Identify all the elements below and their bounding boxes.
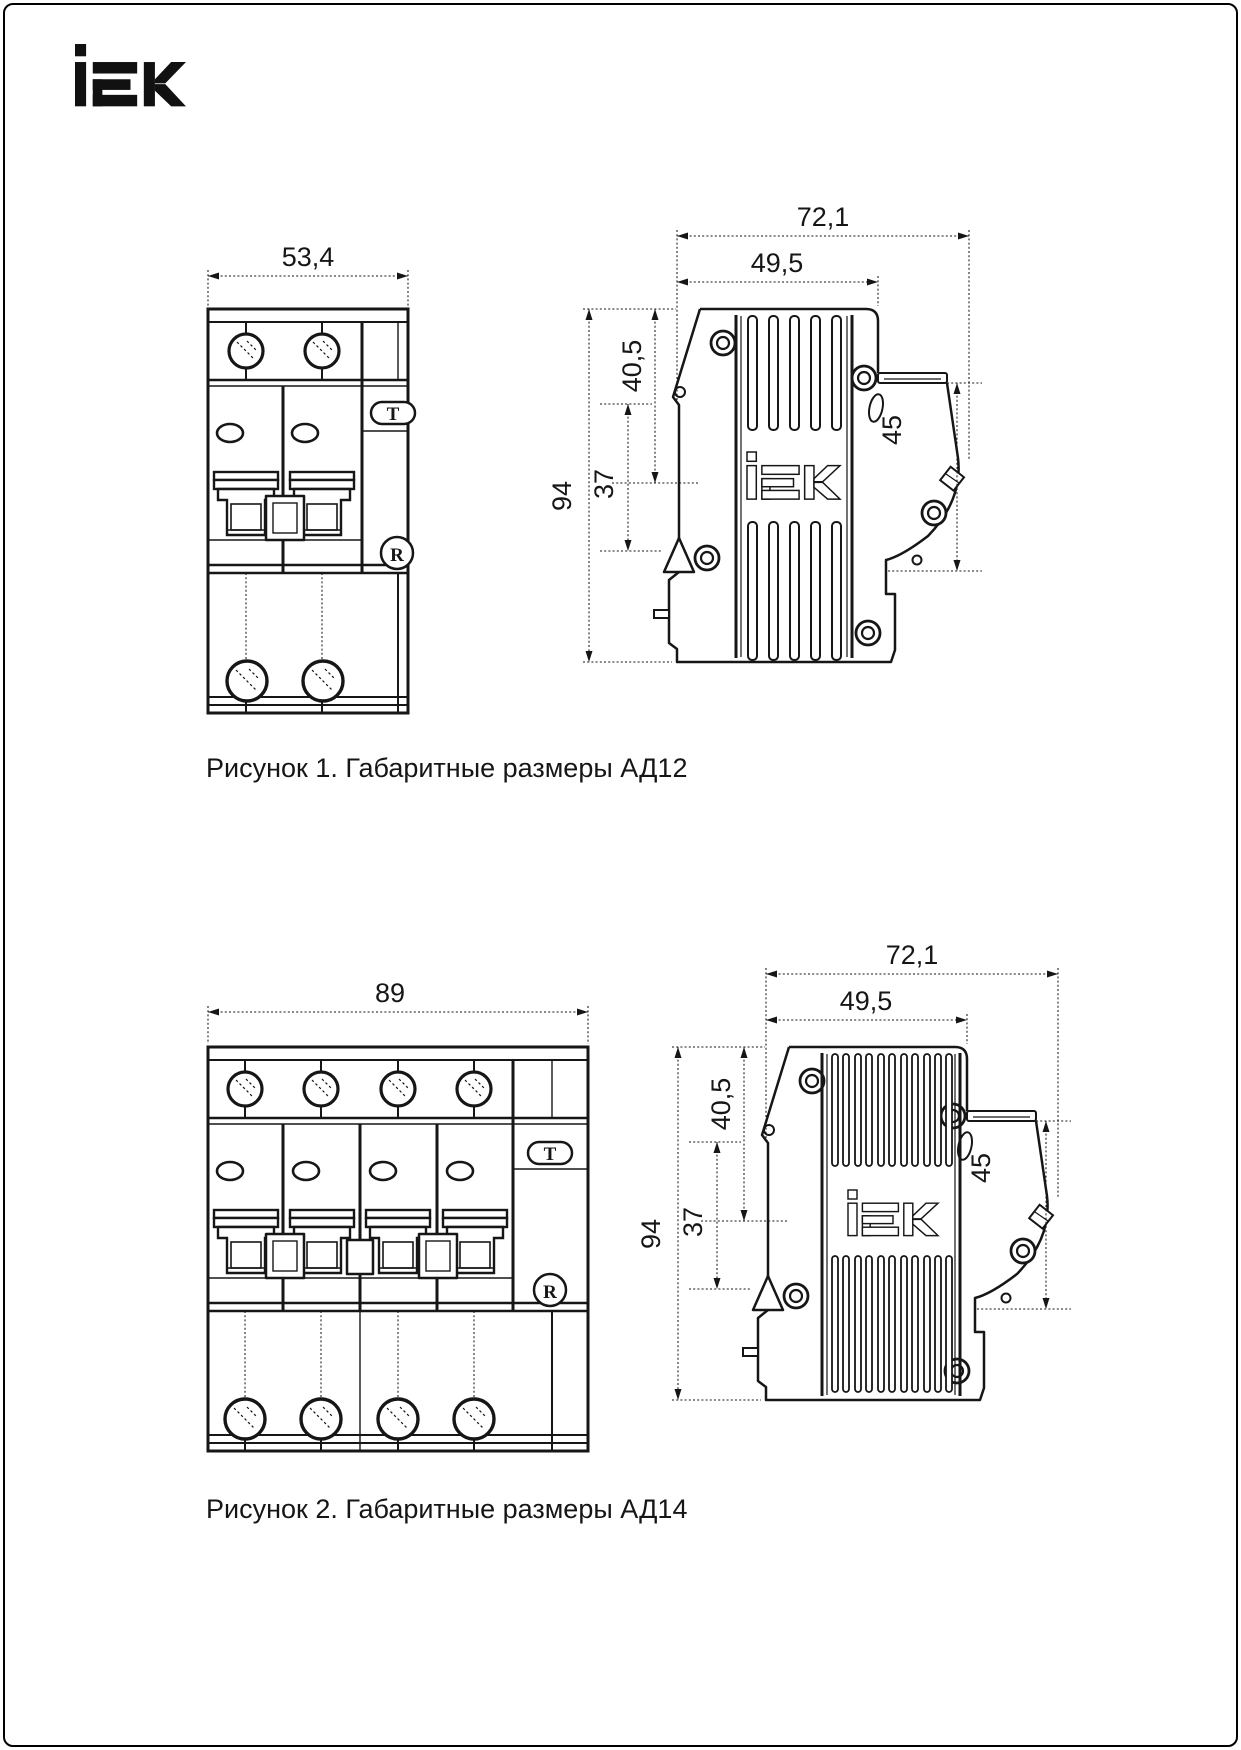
figure1-front-view bbox=[208, 242, 415, 713]
terminal-screw-icon bbox=[304, 1072, 338, 1106]
terminal-screw-icon bbox=[301, 1399, 341, 1439]
test-button-label: T bbox=[386, 404, 400, 425]
terminal-screw-icon bbox=[229, 334, 263, 368]
dim-label-height: 94 bbox=[636, 1218, 666, 1250]
label-window bbox=[217, 1162, 243, 1180]
dim-label-height: 94 bbox=[547, 480, 577, 512]
terminal-screw-icon bbox=[228, 1072, 262, 1106]
terminal-screw-icon bbox=[227, 661, 267, 701]
terminal-screw-icon bbox=[303, 661, 343, 701]
vent-slots-bottom bbox=[832, 1256, 952, 1392]
figure2-front-view bbox=[208, 978, 588, 1451]
vent-slots-top bbox=[748, 316, 841, 430]
terminal-screw-icon bbox=[454, 1399, 494, 1439]
device-iek-logo-icon bbox=[747, 452, 840, 499]
iek-logo-icon bbox=[75, 44, 186, 106]
reset-indicator-label: R bbox=[390, 545, 404, 566]
figure1-side-view bbox=[547, 202, 982, 662]
dim-label-front-width: 89 bbox=[374, 978, 406, 1008]
dim-label-body-depth: 49,5 bbox=[750, 248, 804, 278]
test-button-label: T bbox=[543, 1144, 557, 1165]
dim-label-upper-offset: 40,5 bbox=[706, 1077, 736, 1131]
dim-label-front-depth: 45 bbox=[966, 1152, 996, 1184]
side-view-profile bbox=[743, 1047, 1053, 1400]
device-iek-logo-icon bbox=[848, 1190, 938, 1236]
body-bottom-lines bbox=[208, 1303, 588, 1311]
terminal-screw-icon bbox=[305, 334, 339, 368]
extension-lines bbox=[208, 270, 408, 306]
terminal-center-lines bbox=[246, 573, 322, 661]
figure2-side-view bbox=[636, 940, 1071, 1400]
vent-slots-top bbox=[832, 1054, 952, 1166]
dim-label-overall-depth: 72,1 bbox=[796, 202, 850, 232]
terminal-screw-icon bbox=[378, 1399, 418, 1439]
label-window bbox=[293, 1162, 319, 1180]
iek-brand-logo bbox=[75, 44, 186, 106]
terminal-screw-icon bbox=[457, 1072, 491, 1106]
label-window bbox=[447, 1162, 473, 1180]
figure2-caption: Рисунок 2. Габаритные размеры АД14 bbox=[206, 1494, 688, 1524]
terminal-screw-icon bbox=[381, 1072, 415, 1106]
dim-label-body-depth: 49,5 bbox=[839, 986, 893, 1016]
figure1-caption: Рисунок 1. Габаритные размеры АД12 bbox=[206, 753, 688, 783]
reset-indicator-label: R bbox=[543, 1282, 557, 1303]
label-window bbox=[217, 424, 243, 442]
dim-label-din-offset: 37 bbox=[678, 1206, 708, 1238]
label-window bbox=[292, 424, 318, 442]
handle-center-connector bbox=[347, 1240, 373, 1274]
dim-label-upper-offset: 40,5 bbox=[617, 339, 647, 393]
dim-label-overall-depth: 72,1 bbox=[885, 940, 939, 970]
dim-label-din-offset: 37 bbox=[589, 468, 619, 500]
body-bottom-lines bbox=[208, 565, 408, 573]
vent-slots-bottom bbox=[748, 522, 841, 660]
terminal-divider-lines bbox=[245, 1060, 474, 1118]
dim-label-front-depth: 45 bbox=[877, 414, 907, 446]
label-window bbox=[370, 1162, 396, 1180]
terminal-screw-icon bbox=[225, 1399, 265, 1439]
dim-label-front-width: 53,4 bbox=[281, 242, 335, 272]
